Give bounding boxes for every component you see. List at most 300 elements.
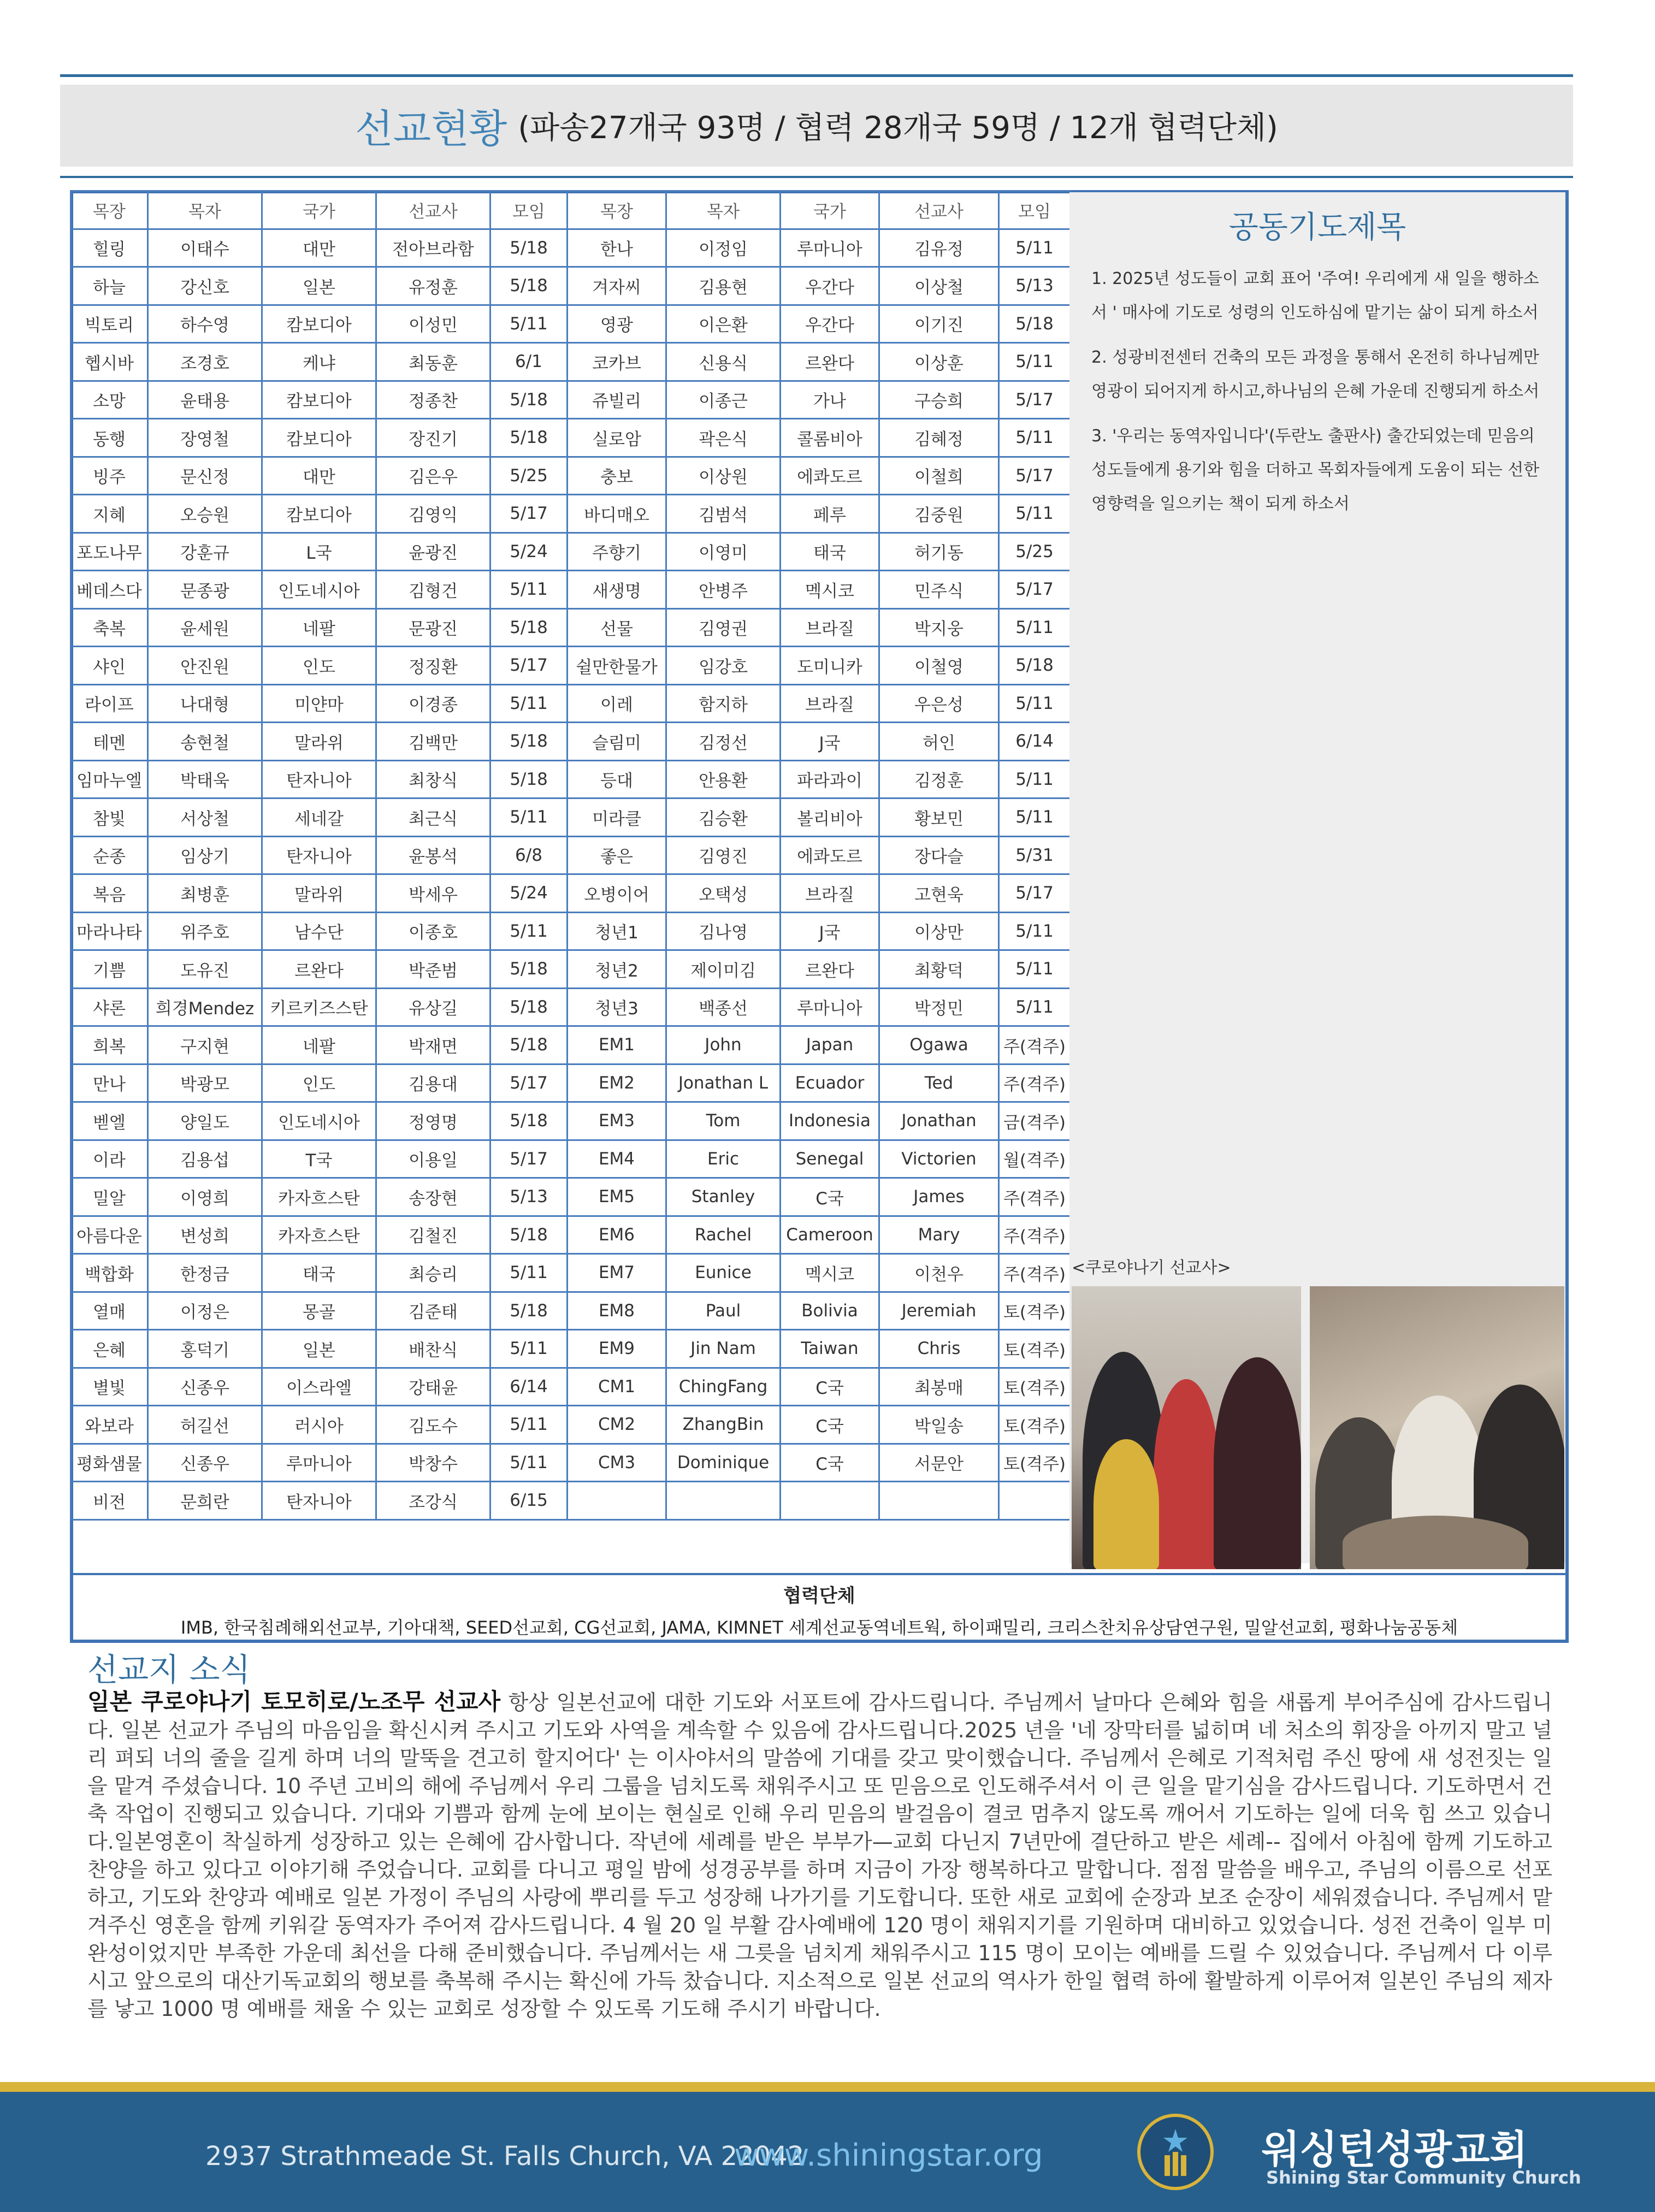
table-cell: 에콰도르 (781, 836, 879, 874)
table-cell: 5/11 (999, 912, 1071, 950)
table-cell: 선물 (568, 608, 666, 647)
table-cell: 오병이어 (568, 874, 666, 913)
table-cell: 이은환 (666, 305, 781, 343)
table-cell: 5/11 (999, 343, 1071, 381)
table-cell: 5/11 (490, 912, 568, 950)
table-cell: 구지현 (148, 1026, 262, 1064)
table-cell: 토(격주) (999, 1292, 1071, 1330)
table-cell: 충보 (568, 457, 666, 495)
table-cell: James (879, 1178, 999, 1216)
table-cell: Bolivia (781, 1292, 879, 1330)
table-cell: 슬림미 (568, 723, 666, 761)
title-rule (60, 176, 1573, 178)
table-cell: 박지웅 (879, 608, 999, 647)
table-cell: 소망 (71, 381, 148, 419)
table-cell: 임마누엘 (71, 760, 148, 799)
table-cell: ChingFang (666, 1368, 781, 1406)
table-cell: 캄보디아 (262, 305, 376, 343)
table-cell: Paul (666, 1292, 781, 1330)
table-cell: 5/11 (490, 1330, 568, 1368)
table-cell: 쉴만한물가 (568, 647, 666, 685)
table-cell: Ted (879, 1064, 999, 1102)
table-row (71, 799, 1071, 837)
table-cell: 오승원 (148, 495, 262, 533)
table-cell: 남수단 (262, 912, 376, 950)
table-cell: 강태윤 (376, 1368, 490, 1406)
table-cell: 장진기 (376, 419, 490, 457)
table-cell: 참빛 (71, 799, 148, 837)
table-cell: ZhangBin (666, 1406, 781, 1444)
table-header-row (71, 191, 1071, 229)
table-cell: 루마니아 (781, 988, 879, 1026)
table-cell: 5/18 (490, 1216, 568, 1254)
table-cell: 5/11 (490, 1406, 568, 1444)
table-row (71, 647, 1071, 685)
table-row (71, 533, 1071, 571)
table-cell: 민주식 (879, 571, 999, 609)
table-cell: EM3 (568, 1102, 666, 1140)
table-cell: 미라클 (568, 799, 666, 837)
table-cell: 이용일 (376, 1140, 490, 1178)
table-cell: 윤태용 (148, 381, 262, 419)
table-cell: 김유정 (879, 229, 999, 267)
table-cell: 6/14 (999, 723, 1071, 761)
table-cell: 장영철 (148, 419, 262, 457)
table-cell: 토(격주) (999, 1444, 1071, 1482)
table-cell: 5/11 (999, 684, 1071, 723)
table-cell: 5/11 (999, 419, 1071, 457)
table-cell: J국 (781, 723, 879, 761)
church-name-korean: 워싱턴성광교회 (1262, 2127, 1528, 2173)
table-cell: 유정훈 (376, 267, 490, 305)
table-cell: 5/17 (999, 457, 1071, 495)
table-cell: 아름다운 (71, 1216, 148, 1254)
table-cell: L국 (262, 533, 376, 571)
table-cell (781, 1482, 879, 1520)
table-cell: 김영익 (376, 495, 490, 533)
group-meeting-photo (1310, 1286, 1564, 1569)
table-cell: 최황덕 (879, 950, 999, 989)
table-cell: 김철진 (376, 1216, 490, 1254)
table-cell (568, 1482, 666, 1520)
table-cell: 볼리비아 (781, 799, 879, 837)
table-cell: Jin Nam (666, 1330, 781, 1368)
table-cell: 박태욱 (148, 760, 262, 799)
table-cell: 5/17 (490, 647, 568, 685)
prayer-list (1069, 262, 1565, 521)
table-cell: C국 (781, 1444, 879, 1482)
table-row (71, 723, 1071, 761)
table-row (71, 1064, 1071, 1102)
table-cell: Jeremiah (879, 1292, 999, 1330)
table-cell: 최봉매 (879, 1368, 999, 1406)
table-cell: 이정임 (666, 229, 781, 267)
table-cell: Dominique (666, 1444, 781, 1482)
table-cell: Chris (879, 1330, 999, 1368)
table-row (71, 495, 1071, 533)
table-cell: 5/11 (999, 229, 1071, 267)
news-section-title: 선교지 소식 (87, 1651, 251, 1688)
table-cell: Ecuador (781, 1064, 879, 1102)
table-cell: 몽골 (262, 1292, 376, 1330)
table-cell: 주(격주) (999, 1254, 1071, 1292)
table-cell: Jonathan L (666, 1064, 781, 1102)
column-header: 국가 (262, 191, 376, 229)
table-cell: 이상훈 (879, 343, 999, 381)
table-cell: C국 (781, 1368, 879, 1406)
table-cell: 벧엘 (71, 1102, 148, 1140)
table-cell: 5/17 (999, 874, 1071, 913)
table-cell: 이레 (568, 684, 666, 723)
table-cell: 조경호 (148, 343, 262, 381)
table-cell: 5/17 (490, 1140, 568, 1178)
table-row (71, 988, 1071, 1026)
table-cell: 5/18 (490, 267, 568, 305)
table-cell: 키르키즈스탄 (262, 988, 376, 1026)
table-cell: 김용섭 (148, 1140, 262, 1178)
table-row (71, 1102, 1071, 1140)
table-row (71, 1026, 1071, 1064)
table-cell: 밀알 (71, 1178, 148, 1216)
table-row (71, 343, 1071, 381)
table-cell: 인도 (262, 647, 376, 685)
table-cell: 윤봉석 (376, 836, 490, 874)
table-cell: 도미니카 (781, 647, 879, 685)
table-cell: 가나 (781, 381, 879, 419)
table-cell: 5/18 (490, 1292, 568, 1330)
table-cell: 5/18 (490, 760, 568, 799)
table-cell: 전아브라함 (376, 229, 490, 267)
table-cell: 박정민 (879, 988, 999, 1026)
table-cell: EM5 (568, 1178, 666, 1216)
table-row (71, 1368, 1071, 1406)
table-cell: 르완다 (781, 950, 879, 989)
table-cell: 5/25 (490, 457, 568, 495)
table-cell: 이상철 (879, 267, 999, 305)
table-cell: 주(격주) (999, 1064, 1071, 1102)
table-cell: 브라질 (781, 684, 879, 723)
table-cell: EM1 (568, 1026, 666, 1064)
table-cell: 바디매오 (568, 495, 666, 533)
news-headline: 일본 쿠로야나기 토모히로/노조무 선교사 (87, 1688, 501, 1715)
table-row (71, 1406, 1071, 1444)
table-cell: 6/15 (490, 1482, 568, 1520)
table-cell: CM2 (568, 1406, 666, 1444)
table-cell: 정징환 (376, 647, 490, 685)
table-cell: 평화샘물 (71, 1444, 148, 1482)
prayer-item: 3. '우리는 동역자입니다'(두란노 출판사) 출간되었는데 믿음의 성도들에게 용기와 힘을 더하고 목회자들에게 도움이 되는 선한 영향력을 일으키는 책이 되게 하소서 (1091, 427, 1540, 513)
table-cell: 박세우 (376, 874, 490, 913)
table-cell: 5/24 (490, 533, 568, 571)
table-cell: 나대형 (148, 684, 262, 723)
table-cell: 제이미김 (666, 950, 781, 989)
table-cell: 멕시코 (781, 571, 879, 609)
table-cell: 6/1 (490, 343, 568, 381)
table-cell: 5/11 (490, 571, 568, 609)
table-cell: 박창수 (376, 1444, 490, 1482)
table-cell: 5/18 (490, 1026, 568, 1064)
table-cell: 허길선 (148, 1406, 262, 1444)
table-cell: Victorien (879, 1140, 999, 1178)
table-cell: 태국 (781, 533, 879, 571)
table-cell: 5/17 (999, 571, 1071, 609)
table-cell: 변성희 (148, 1216, 262, 1254)
table-cell: 5/18 (490, 988, 568, 1026)
table-cell: 월(격주) (999, 1140, 1071, 1178)
table-row (71, 874, 1071, 913)
table-cell: 케냐 (262, 343, 376, 381)
table-cell: 인도네시아 (262, 1102, 376, 1140)
table-cell: Indonesia (781, 1102, 879, 1140)
table-cell: 우간다 (781, 267, 879, 305)
table-cell: 빙주 (71, 457, 148, 495)
partners-list: IMB, 한국침례해외선교부, 기아대책, SEED선교회, CG선교회, JAMA, KIMNET 세계선교동역네트웍, 하이패밀리, 크리스찬치유상담연구원, 밀알선교회, 평화나눔공동체 (180, 1617, 1458, 1638)
table-cell: 영광 (568, 305, 666, 343)
table-cell: 배찬식 (376, 1330, 490, 1368)
table-cell: 빅토리 (71, 305, 148, 343)
table-cell: Jonathan (879, 1102, 999, 1140)
table-row (71, 1330, 1071, 1368)
church-logo-icon (1137, 2114, 1214, 2190)
table-cell: 캄보디아 (262, 419, 376, 457)
table-cell: 축복 (71, 608, 148, 647)
table-cell: 새생명 (568, 571, 666, 609)
table-cell: 김영권 (666, 608, 781, 647)
table-cell: Mary (879, 1216, 999, 1254)
column-header: 목장 (71, 191, 148, 229)
table-cell: 콜롬비아 (781, 419, 879, 457)
table-cell: 라이프 (71, 684, 148, 723)
table-row (71, 1254, 1071, 1292)
table-cell: 이천우 (879, 1254, 999, 1292)
table-cell: 5/18 (999, 305, 1071, 343)
table-cell: EM9 (568, 1330, 666, 1368)
table-cell: 5/18 (490, 419, 568, 457)
table-cell: 마라나타 (71, 912, 148, 950)
table-cell: 테멘 (71, 723, 148, 761)
table-cell: 이정은 (148, 1292, 262, 1330)
table-cell: 박광모 (148, 1064, 262, 1102)
table-cell: 토(격주) (999, 1368, 1071, 1406)
table-cell: 5/11 (490, 305, 568, 343)
table-cell: 주(격주) (999, 1178, 1071, 1216)
table-cell: EM8 (568, 1292, 666, 1330)
table-cell: 멕시코 (781, 1254, 879, 1292)
table-cell: John (666, 1026, 781, 1064)
table-cell: 도유진 (148, 950, 262, 989)
table-row (71, 305, 1071, 343)
table-cell: 6/14 (490, 1368, 568, 1406)
table-cell: 윤광진 (376, 533, 490, 571)
table-cell: C국 (781, 1406, 879, 1444)
table-cell: 세네갈 (262, 799, 376, 837)
table-cell: 청년2 (568, 950, 666, 989)
table-cell: 김도수 (376, 1406, 490, 1444)
table-cell: 김승환 (666, 799, 781, 837)
table-cell: 루마니아 (262, 1444, 376, 1482)
table-cell: 송장현 (376, 1178, 490, 1216)
prayer-item: 1. 2025년 성도들이 교회 표어 '주여! 우리에게 새 일을 행하소서 ' 매사에 기도로 성령의 인도하심에 맡기는 삶이 되게 하소서 (1091, 269, 1539, 322)
table-cell: 대만 (262, 457, 376, 495)
table-cell: 신종우 (148, 1444, 262, 1482)
table-cell: 지혜 (71, 495, 148, 533)
table-cell: 김은우 (376, 457, 490, 495)
table-cell: 서문안 (879, 1444, 999, 1482)
table-cell: 임상기 (148, 836, 262, 874)
table-cell: 문희란 (148, 1482, 262, 1520)
column-header: 목자 (148, 191, 262, 229)
table-cell: 파라과이 (781, 760, 879, 799)
table-cell: 박준범 (376, 950, 490, 989)
table-cell: 쥬빌리 (568, 381, 666, 419)
table-cell: C국 (781, 1178, 879, 1216)
table-cell: 5/18 (490, 1102, 568, 1140)
table-cell: J국 (781, 912, 879, 950)
table-cell: 일본 (262, 1330, 376, 1368)
table-cell: 5/18 (490, 381, 568, 419)
table-cell: 르완다 (781, 343, 879, 381)
top-rule (60, 74, 1573, 77)
table-row (71, 419, 1071, 457)
table-cell: T국 (262, 1140, 376, 1178)
table-cell: 안병주 (666, 571, 781, 609)
table-cell: 힐링 (71, 229, 148, 267)
table-cell: 허인 (879, 723, 999, 761)
table-cell: 이영희 (148, 1178, 262, 1216)
table-cell: 최병훈 (148, 874, 262, 913)
table-cell: 네팔 (262, 608, 376, 647)
table-cell: 이영미 (666, 533, 781, 571)
table-cell: 이철영 (879, 647, 999, 685)
church-address: 2937 Strathmeade St. Falls Church, VA 22042 (205, 2141, 805, 2172)
table-cell: 5/11 (999, 799, 1071, 837)
table-cell (999, 1482, 1071, 1520)
table-cell: CM3 (568, 1444, 666, 1482)
table-cell: 최창식 (376, 760, 490, 799)
table-cell: 네팔 (262, 1026, 376, 1064)
table-cell: 김정훈 (879, 760, 999, 799)
table-cell: 윤세원 (148, 608, 262, 647)
table-cell: 토(격주) (999, 1330, 1071, 1368)
table-cell: 이스라엘 (262, 1368, 376, 1406)
table-cell: 미얀마 (262, 684, 376, 723)
table-row (71, 1444, 1071, 1482)
table-cell: 5/18 (490, 950, 568, 989)
table-cell: 김용현 (666, 267, 781, 305)
table-cell: 구승희 (879, 381, 999, 419)
website-link[interactable]: www.shiningstar.org (734, 2138, 1043, 2173)
table-row (71, 684, 1071, 723)
table-cell: 5/11 (490, 799, 568, 837)
table-cell: 김영진 (666, 836, 781, 874)
news-article (87, 1688, 1552, 2023)
table-cell: 와보라 (71, 1406, 148, 1444)
table-cell: 희복 (71, 1026, 148, 1064)
table-cell: 인도네시아 (262, 571, 376, 609)
table-cell: 카자흐스탄 (262, 1178, 376, 1216)
column-header: 목자 (666, 191, 781, 229)
table-cell: 토(격주) (999, 1406, 1071, 1444)
table-cell: 황보민 (879, 799, 999, 837)
table-cell: 5/11 (999, 760, 1071, 799)
table-cell (879, 1482, 999, 1520)
table-cell: CM1 (568, 1368, 666, 1406)
table-cell: 주향기 (568, 533, 666, 571)
table-row (71, 1482, 1071, 1520)
table-row (71, 457, 1071, 495)
column-header: 목장 (568, 191, 666, 229)
table-cell: 주(격주) (999, 1216, 1071, 1254)
table-cell: 청년1 (568, 912, 666, 950)
table-cell: 5/11 (999, 608, 1071, 647)
table-row (71, 1178, 1071, 1216)
table-cell: 문신정 (148, 457, 262, 495)
church-name-english: Shining Star Community Church (1266, 2167, 1581, 2188)
table-cell: 5/18 (999, 647, 1071, 685)
table-cell: 일본 (262, 267, 376, 305)
table-cell: 신종우 (148, 1368, 262, 1406)
table-cell: 루마니아 (781, 229, 879, 267)
table-cell: 5/31 (999, 836, 1071, 874)
table-cell: 탄자니아 (262, 760, 376, 799)
column-header: 모임 (490, 191, 568, 229)
table-cell: 포도나무 (71, 533, 148, 571)
table-row (71, 229, 1071, 267)
table-cell: 양일도 (148, 1102, 262, 1140)
photo-caption: <쿠로야나기 선교사> (1072, 1258, 1231, 1277)
table-cell: 서상철 (148, 799, 262, 837)
table-cell: 태국 (262, 1254, 376, 1292)
table-cell: 안용환 (666, 760, 781, 799)
table-cell: 장다슬 (879, 836, 999, 874)
table-cell: 김혜정 (879, 419, 999, 457)
table-cell: 헵시바 (71, 343, 148, 381)
table-cell: EM7 (568, 1254, 666, 1292)
table-cell: Taiwan (781, 1330, 879, 1368)
table-row (71, 950, 1071, 989)
table-cell: 순종 (71, 836, 148, 874)
table-cell: 강신호 (148, 267, 262, 305)
table-cell: 송현철 (148, 723, 262, 761)
table-cell: 이상만 (879, 912, 999, 950)
table-row (71, 836, 1071, 874)
table-cell: 5/17 (490, 495, 568, 533)
table-row (71, 571, 1071, 609)
title-bar (60, 85, 1573, 167)
table-cell: EM2 (568, 1064, 666, 1102)
table-cell: 5/18 (490, 723, 568, 761)
table-cell: 코카브 (568, 343, 666, 381)
table-cell: 5/18 (490, 608, 568, 647)
table-cell: 이태수 (148, 229, 262, 267)
table-cell: 곽은식 (666, 419, 781, 457)
partners-title: 협력단체 (783, 1585, 855, 1607)
table-cell: 실로암 (568, 419, 666, 457)
table-cell: 은혜 (71, 1330, 148, 1368)
table-cell: 최동훈 (376, 343, 490, 381)
table-cell: EM6 (568, 1216, 666, 1254)
table-cell: Senegal (781, 1140, 879, 1178)
table-cell: 한정금 (148, 1254, 262, 1292)
table-cell: 김용대 (376, 1064, 490, 1102)
table-cell: 탄자니아 (262, 836, 376, 874)
table-cell: 백합화 (71, 1254, 148, 1292)
table-cell: 페루 (781, 495, 879, 533)
table-cell: 5/18 (490, 229, 568, 267)
column-header: 선교사 (879, 191, 999, 229)
footer (0, 2092, 1655, 2212)
table-cell: 주(격주) (999, 1026, 1071, 1064)
